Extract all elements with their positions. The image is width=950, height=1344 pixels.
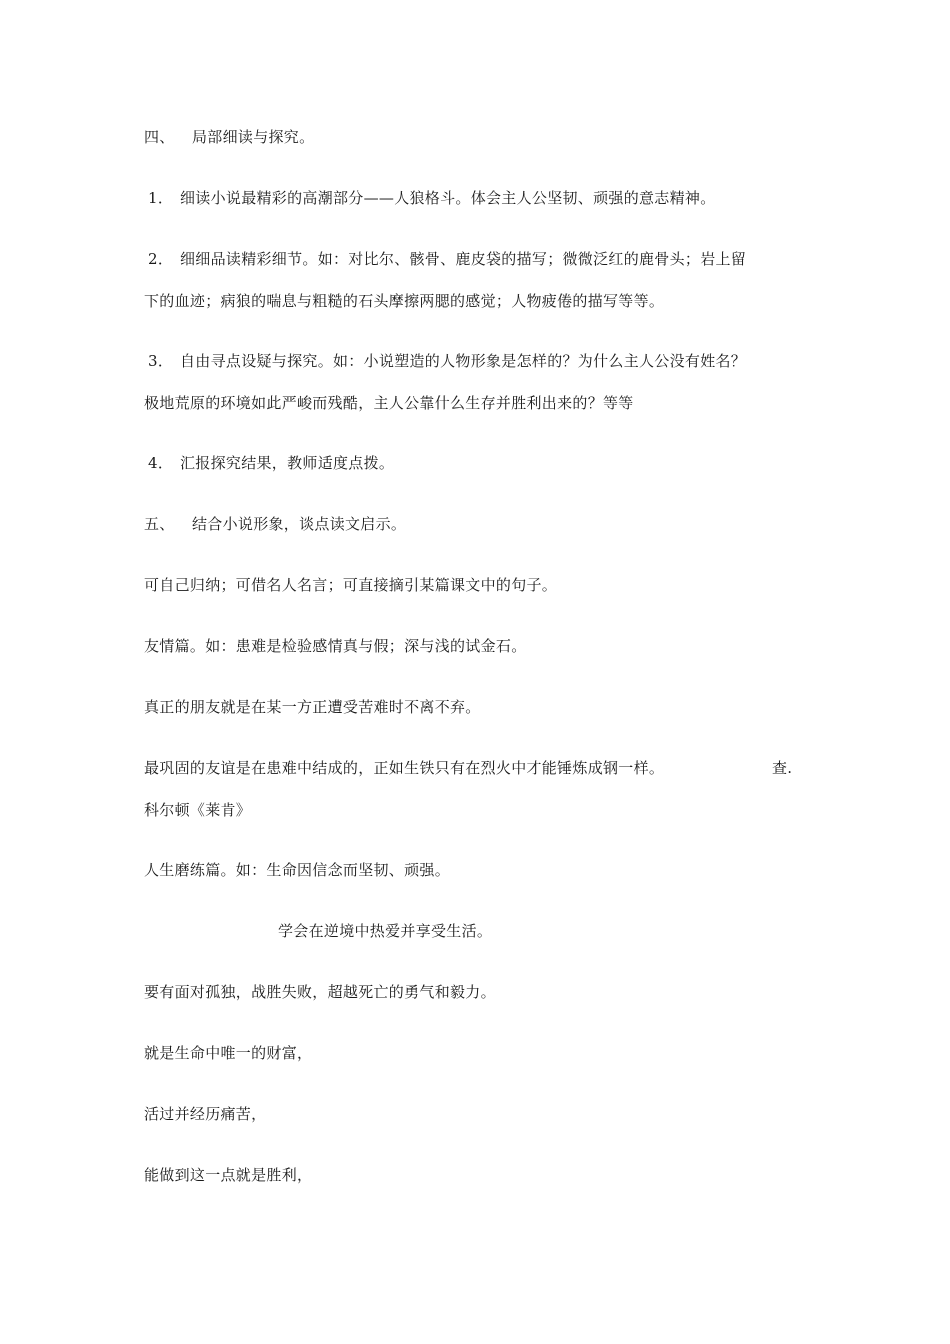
item-continuation: 极地荒原的环境如此严峻而残酷，主人公靠什么生存并胜利出来的？等等 (144, 394, 634, 412)
paragraph: 能做到这一点就是胜利， (144, 1166, 313, 1184)
paragraph: 活过并经历痛苦， (144, 1105, 267, 1123)
section-number: 四、 (144, 128, 175, 146)
paragraph: 学会在逆境中热爱并享受生活。 (278, 922, 493, 940)
quote-attribution-part1: 查. (772, 759, 793, 777)
item-text: 自由寻点设疑与探究。如：小说塑造的人物形象是怎样的？为什么主人公没有姓名？ (180, 352, 747, 370)
quote-text: 最巩固的友谊是在患难中结成的，正如生铁只有在烈火中才能锤炼成钢一样。 (144, 759, 665, 777)
list-item (144, 188, 716, 208)
paragraph: 真正的朋友就是在某一方正遭受苦难时不离不弃。 (144, 698, 481, 716)
section-five-heading (144, 514, 406, 534)
item-text: 细细品读精彩细节。如：对比尔、骸骨、鹿皮袋的描写；微微泛红的鹿骨头；岩上留 (180, 250, 747, 268)
item-continuation: 下的血迹；病狼的喘息与粗糙的石头摩擦两腮的感觉；人物疲倦的描写等等。 (144, 292, 665, 310)
list-item (144, 249, 746, 269)
paragraph: 要有面对孤独，战胜失败，超越死亡的勇气和毅力。 (144, 983, 496, 1001)
quote-line (144, 758, 950, 778)
paragraph: 就是生命中唯一的财富， (144, 1044, 313, 1062)
paragraph: 人生磨练篇。如：生命因信念而坚韧、顽强。 (144, 861, 451, 879)
section-title: 局部细读与探究。 (192, 128, 315, 146)
item-number: 2． (148, 250, 174, 268)
section-title: 结合小说形象，谈点读文启示。 (192, 515, 407, 533)
paragraph: 友情篇。如：患难是检验感情真与假；深与浅的试金石。 (144, 637, 527, 655)
list-item (144, 453, 394, 473)
item-number: 1． (148, 189, 174, 207)
item-number: 4． (148, 454, 174, 472)
item-number: 3． (148, 352, 174, 370)
list-item (144, 351, 746, 371)
paragraph: 可自己归纳；可借名人名言；可直接摘引某篇课文中的句子。 (144, 576, 558, 594)
item-text: 汇报探究结果，教师适度点拨。 (180, 454, 395, 472)
section-number: 五、 (144, 515, 175, 533)
item-text: 细读小说最精彩的高潮部分——人狼格斗。体会主人公坚韧、顽强的意志精神。 (180, 189, 716, 207)
section-four-heading (144, 127, 314, 147)
quote-attribution-part2: 科尔顿《莱肯》 (144, 801, 252, 819)
